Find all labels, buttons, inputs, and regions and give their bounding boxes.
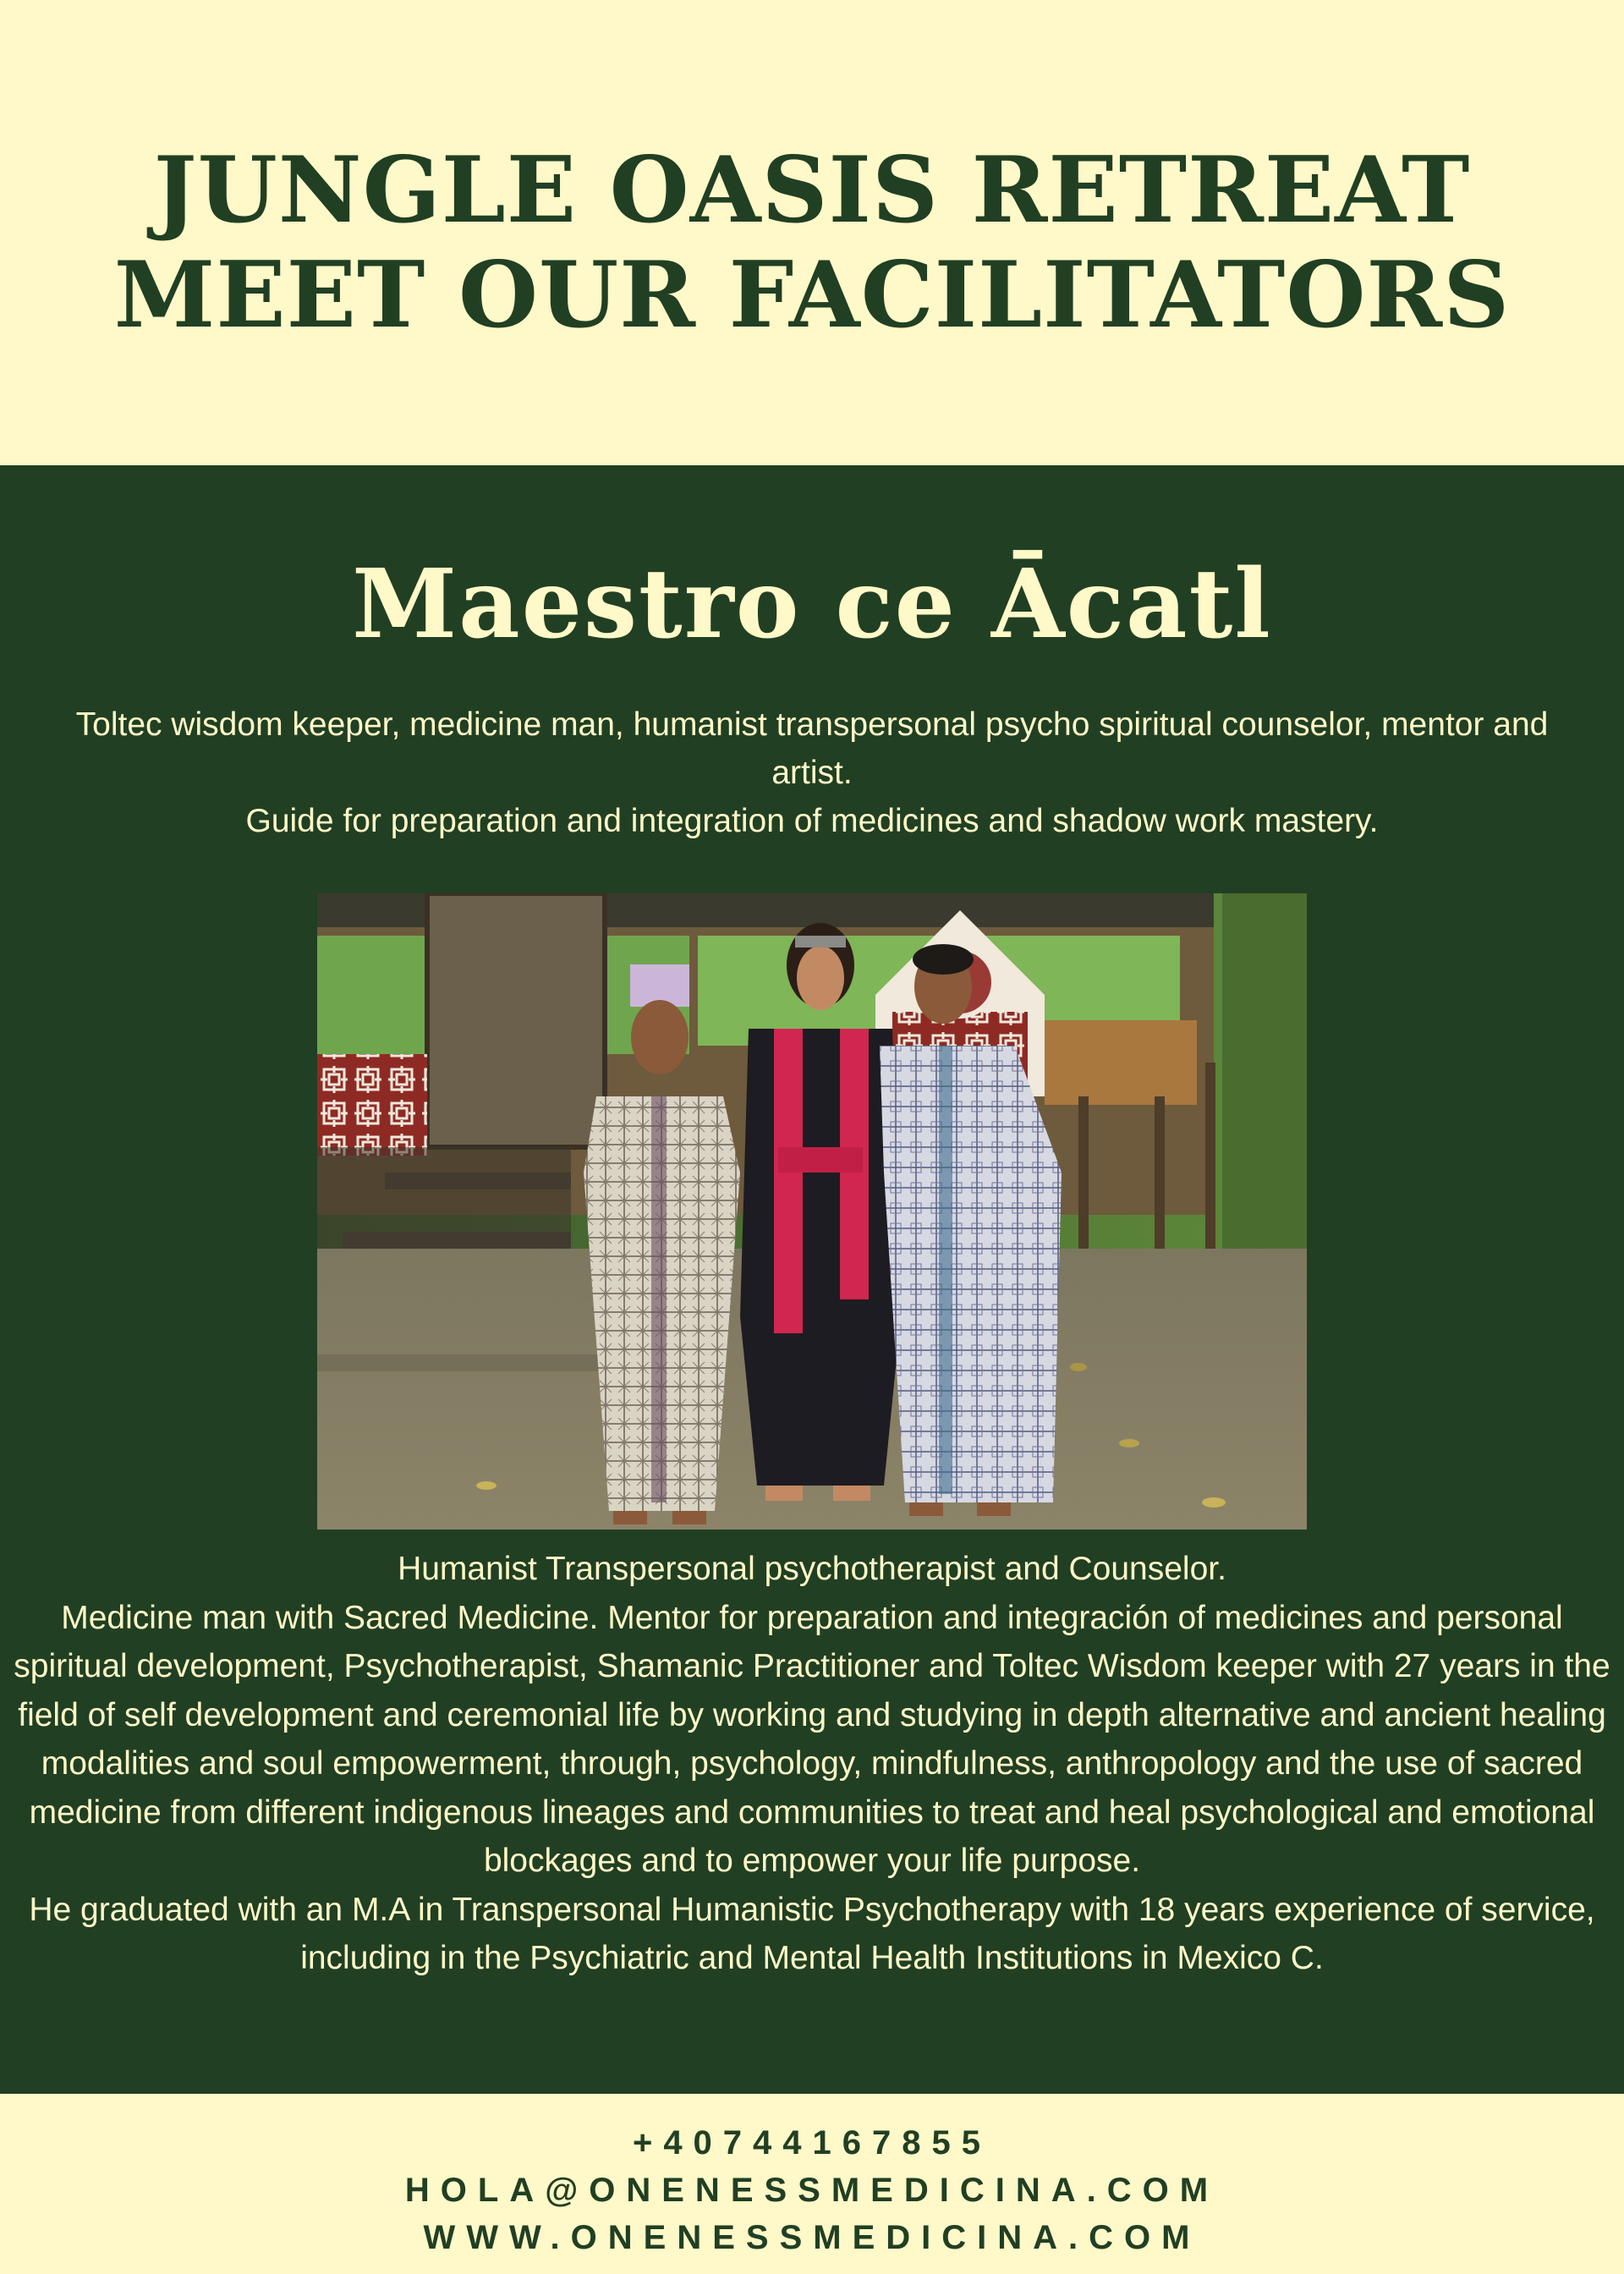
title-line-retreat: JUNGLE OASIS RETREAT [153,137,1471,244]
facilitator-bio [8,1545,1616,1983]
intro-guide: Guide for preparation and integration of medicines and shadow work mastery. [245,803,1379,839]
bio-experience: Medicine man with Sacred Medicine. Mentor for preparation and integración of medicines and personal spiritual development, Psychotherapist, Shamanic Practitioner and Toltec Wisdom keeper with 27 years in the field of self development and ceremonial life by working and studying in depth alternative and ancient healing modalities and soul empowerment, through, psychology, mindfulness, anthropology and the use of sacred medicine from different indigenous lineages and communities to treat and heal psychological and emotional blockages and to empower your life purpose. [14,1599,1610,1879]
intro-roles: Toltec wisdom keeper, medicine man, humanist transpersonal psycho spiritual counselor, mentor and artist. [75,706,1549,791]
facilitator-intro [34,700,1590,845]
header-section [0,0,1624,465]
bio-education: He graduated with an M.A in Transpersonal Humanistic Psychotherapy with 18 years experience of service, including in the Psychiatric and Mental Health Institutions in Mexico C. [29,1891,1595,1976]
email-link[interactable]: HOLA@ONENESSMEDICINA.COM [404,2172,1220,2209]
title-line-facilitators: MEET OUR FACILITATORS [113,242,1511,349]
website-link[interactable]: WWW.ONENESSMEDICINA.COM [423,2219,1201,2256]
bio-credential: Humanist Transpersonal psychotherapist and Counselor. [398,1551,1226,1587]
phone-number[interactable]: +40744167855 [632,2124,992,2161]
contact-footer [0,2094,1624,2274]
facilitator-name: Maestro ce Ācatl [352,549,1272,660]
page-title [114,138,1510,348]
facilitators-photo [317,893,1307,1530]
facilitator-section [0,465,1624,2094]
